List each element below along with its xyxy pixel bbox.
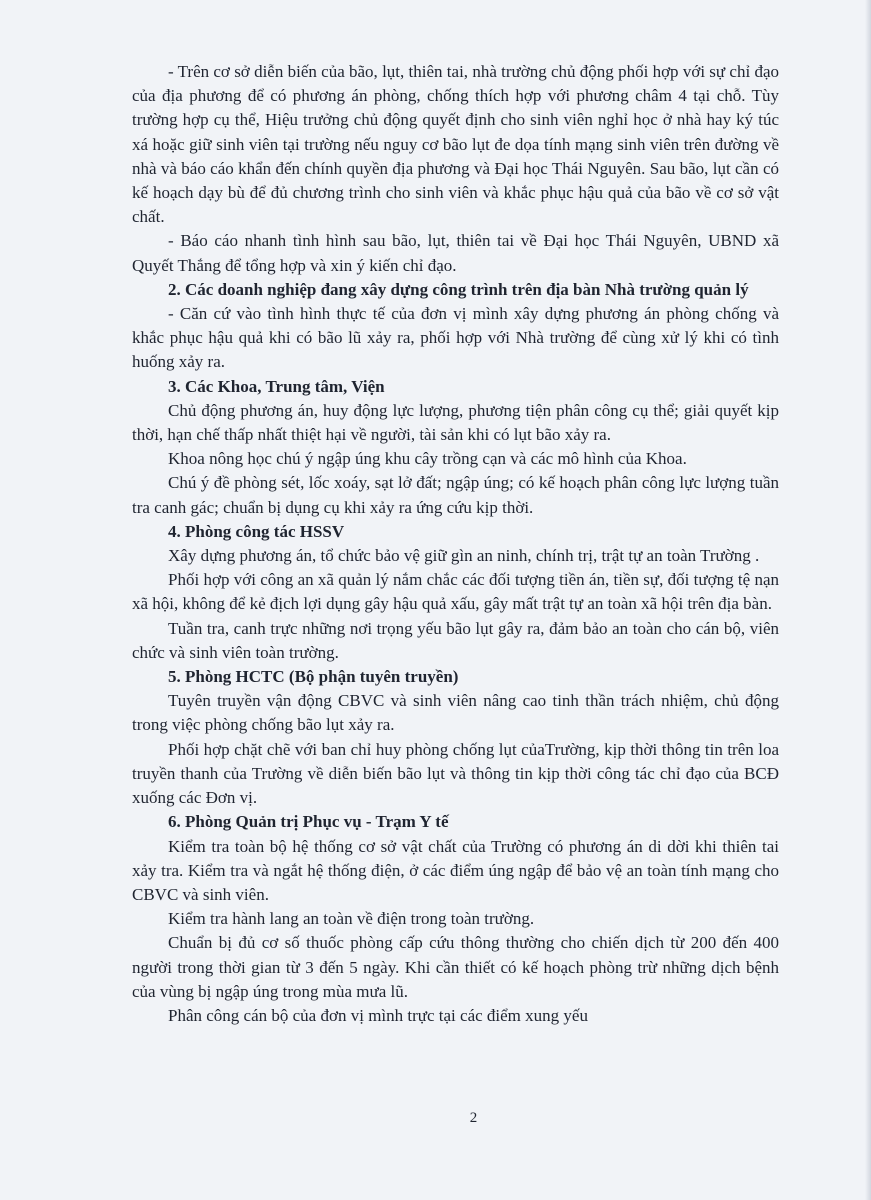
paragraph: - Trên cơ sở diễn biến của bão, lụt, thiên tai, nhà trường chủ động phối hợp với sự chỉ đạo của địa phương để có phương án phòng, chống thích hợp với phương châm 4 tại chỗ. Tùy trường hợp cụ thể, Hiệu trưởng chủ động quyết định cho sinh viên nghỉ học ở nhà hay ký túc xá hoặc giữ sinh viên tại trường nếu nguy cơ bão lụt đe dọa tính mạng sinh viên trên đường về nhà và báo cáo khẩn đến chính quyền địa phương và Đại học Thái Nguyên. Sau bão, lụt cần có kế hoạch dạy bù để đủ chương trình cho sinh viên và khắc phục hậu quả của bão về cơ sở vật chất. [132,62,779,227]
paragraph: Tuần tra, canh trực những nơi trọng yếu bão lụt gây ra, đảm bảo an toàn cho cán bộ, viên chức và sinh viên toàn trường. [132,618,779,662]
section-heading: 6. Phòng Quản trị Phục vụ - Trạm Y tế [168,812,449,832]
paragraph: - Báo cáo nhanh tình hình sau bão, lụt, thiên tai về Đại học Thái Nguyên, UBND xã Quyết Thắng để tổng hợp và xin ý kiến chỉ đạo. [132,231,779,275]
section-heading: 3. Các Khoa, Trung tâm, Viện [168,376,385,396]
document-body [132,60,779,1028]
section-heading: 4. Phòng công tác HSSV [168,521,345,541]
paragraph: - Căn cứ vào tình hình thực tế của đơn vị mình xây dựng phương án phòng chống và khắc phục hậu quả khi có bão lũ xảy ra, phối hợp với Nhà trường để cùng xử lý khi có tình huống xảy ra. [132,304,779,372]
paragraph: Phân công cán bộ của đơn vị mình trực tại các điểm xung yếu [168,1005,588,1025]
paragraph: Tuyên truyền vận động CBVC và sinh viên nâng cao tinh thần trách nhiệm, chủ động trong việc phòng chống bão lụt xảy ra. [132,691,779,735]
section-heading: 5. Phòng HCTC (Bộ phận tuyên truyền) [168,667,459,687]
paragraph: Chuẩn bị đủ cơ số thuốc phòng cấp cứu thông thường cho chiến dịch từ 200 đến 400 người trong thời gian từ 3 đến 5 ngày. Khi cần thiết có kế hoạch phòng trừ những dịch bệnh của vùng bị ngập úng trong mùa mưa lũ. [132,933,779,1001]
paragraph: Chú ý đề phòng sét, lốc xoáy, sạt lở đất; ngập úng; có kế hoạch phân công lực lượng tuần tra canh gác; chuẩn bị dụng cụ khi xảy ra ứng cứu kịp thời. [132,473,779,517]
paragraph: Phối hợp với công an xã quản lý nắm chắc các đối tượng tiền án, tiền sự, đối tượng tệ nạn xã hội, không để kẻ địch lợi dụng gây hậu quả xấu, gây mất trật tự an toàn xã hội trên địa bàn. [132,570,779,614]
paragraph: Khoa nông học chú ý ngập úng khu cây trồng cạn và các mô hình của Khoa. [168,449,687,469]
paragraph: Phối hợp chặt chẽ với ban chỉ huy phòng chống lụt củaTrường, kịp thời thông tin trên loa truyền thanh của Trường về diễn biến bão lụt và thông tin kịp thời công tác chỉ đạo của BCĐ xuống các Đơn vị. [132,739,779,808]
paragraph: Chủ động phương án, huy động lực lượng, phương tiện phân công cụ thể; giải quyết kịp thời, hạn chế thấp nhất thiệt hại về người, tài sản khi có lụt bão xảy ra. [132,400,779,445]
paragraph: Kiểm tra hành lang an toàn về điện trong toàn trường. [168,909,535,929]
scan-edge-shadow [865,0,871,1200]
paragraph: Xây dựng phương án, tổ chức bảo vệ giữ gìn an ninh, chính trị, trật tự an toàn Trường . [168,546,760,566]
section-heading: 2. Các doanh nghiệp đang xây dựng công trình trên địa bàn Nhà trường quản lý [168,279,749,299]
paragraph: Kiểm tra toàn bộ hệ thống cơ sở vật chất của Trường có phương án di dời khi thiên tai xảy tra. Kiểm tra và ngắt hệ thống điện, ở các điểm úng ngập để bảo vệ an toàn tính mạng cho CBVC và sinh viên. [132,836,779,904]
page-number: 2 [469,1110,478,1126]
